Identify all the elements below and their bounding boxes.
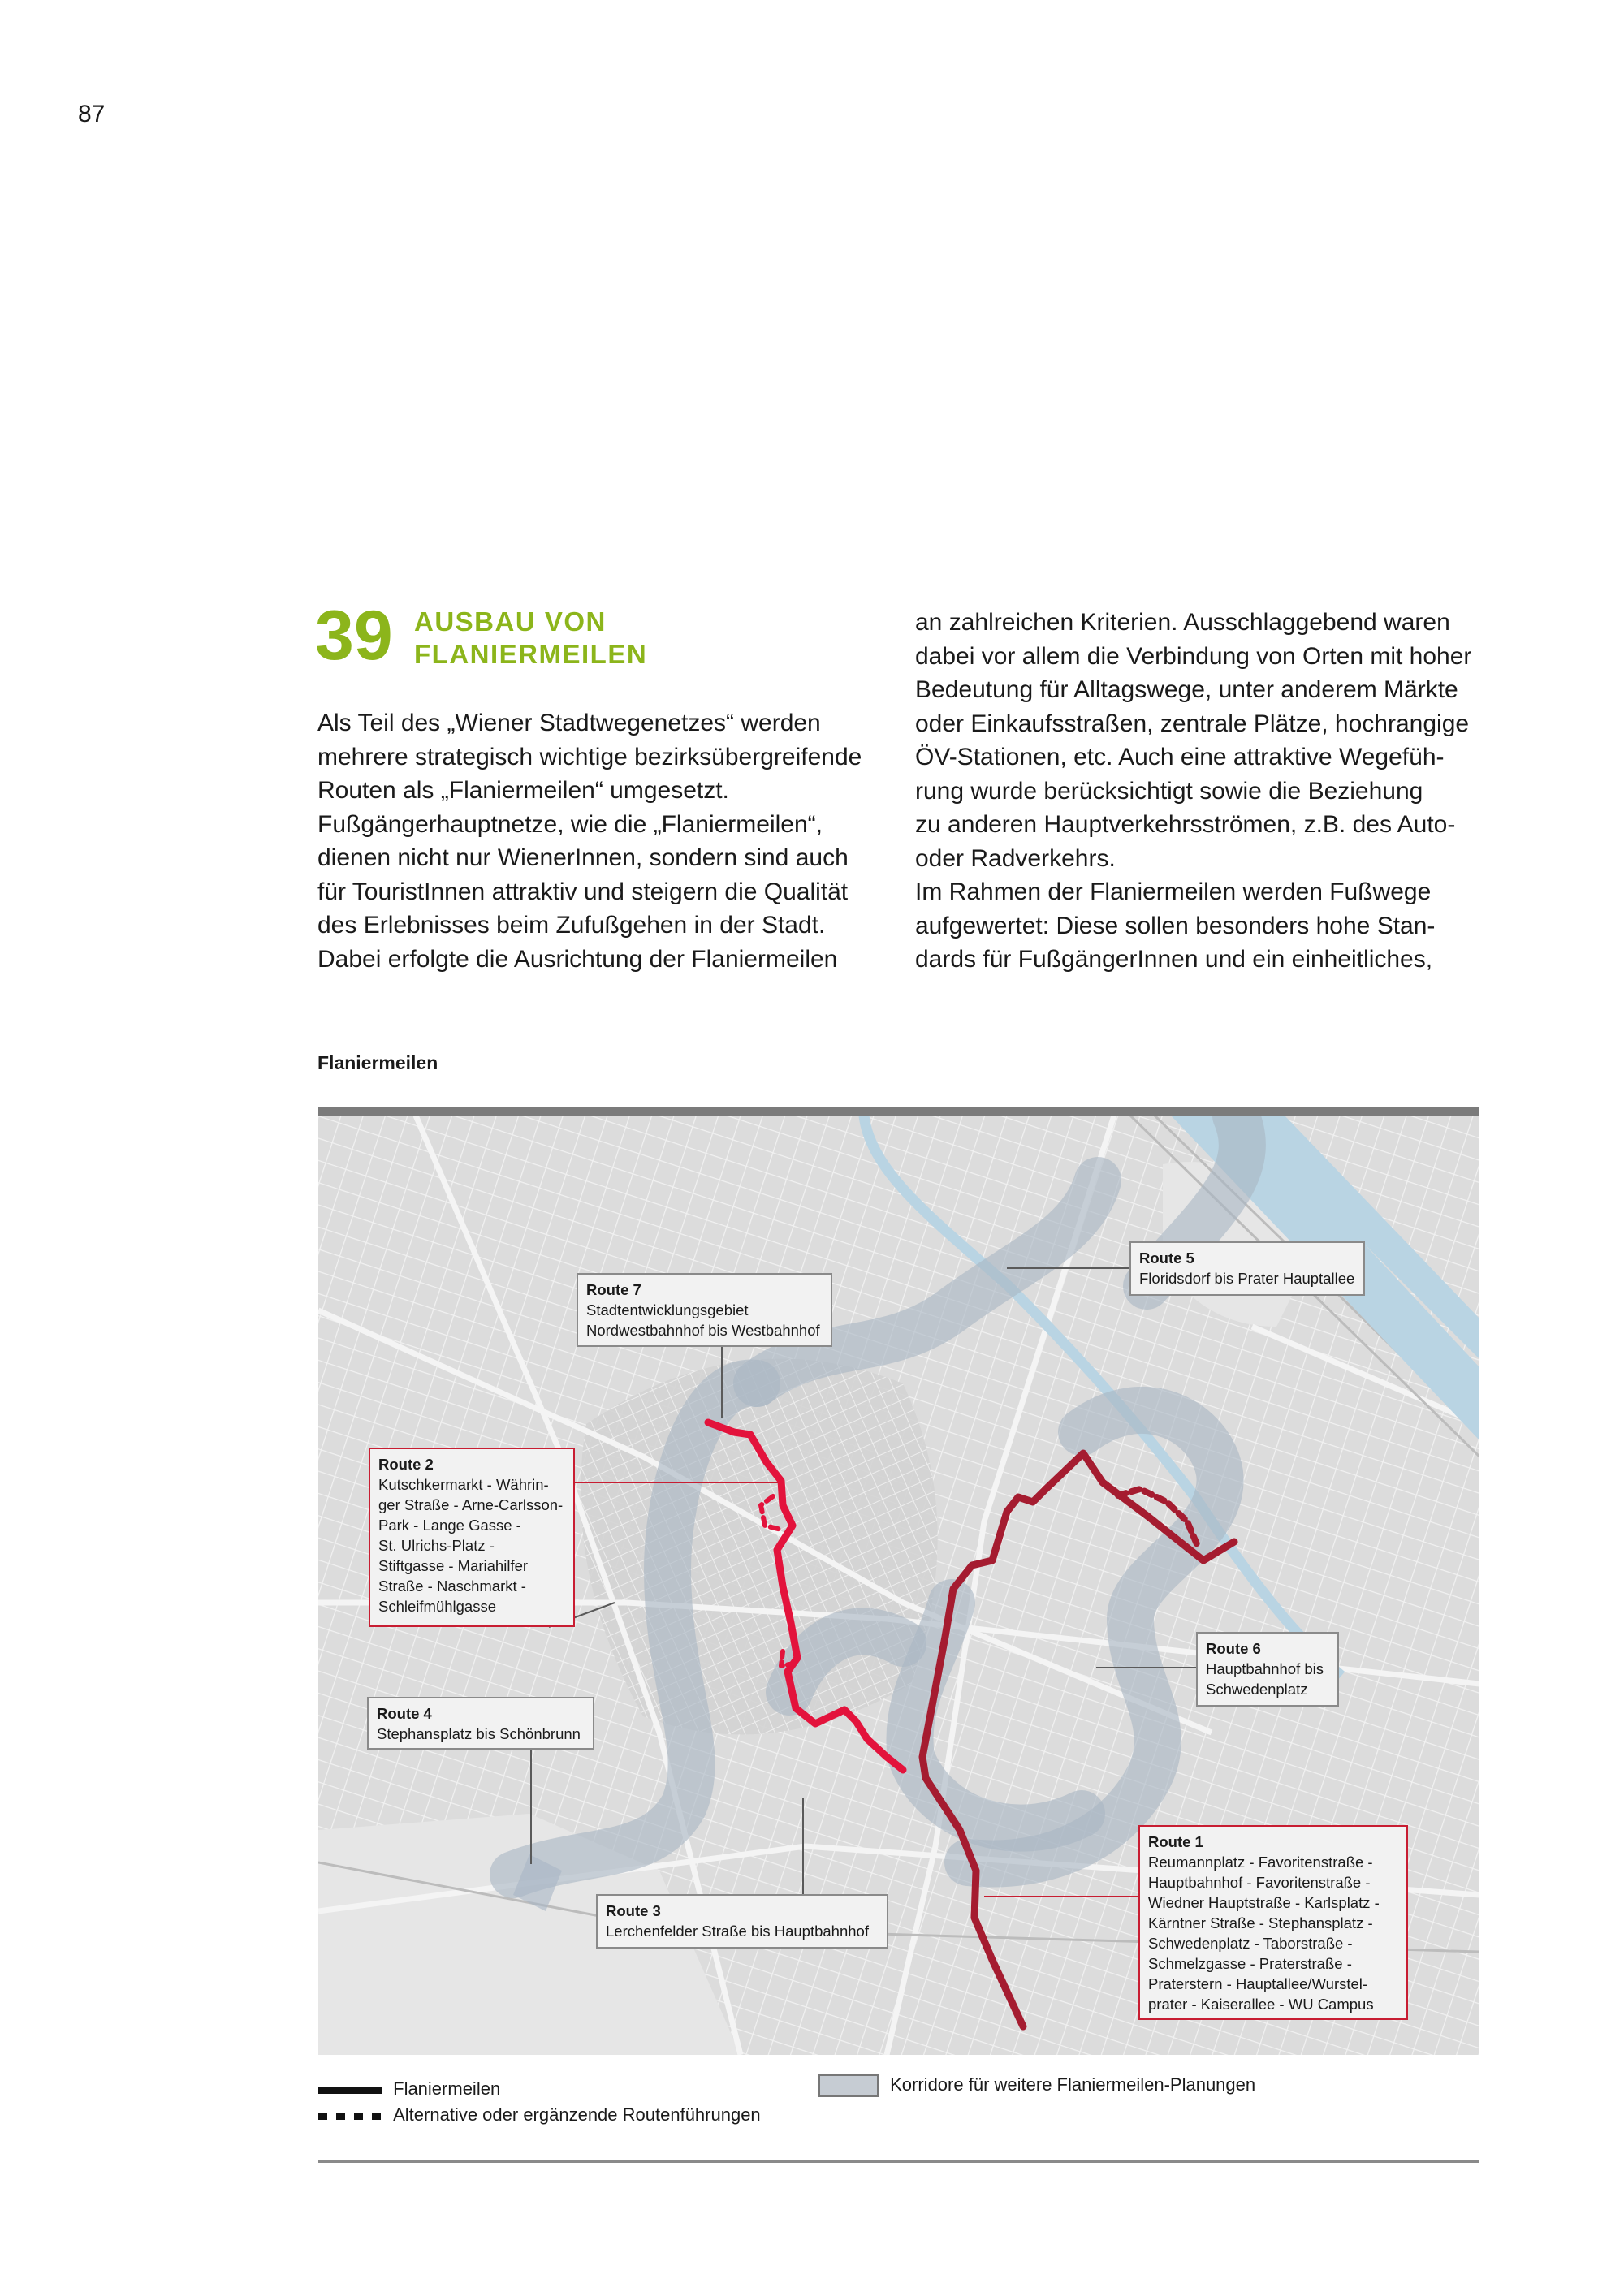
callout-route-4-title: Route 4	[377, 1705, 432, 1722]
dashed-line-symbol	[318, 2113, 382, 2120]
body-line: Bedeutung für Alltagswege, unter anderem Märkte	[915, 676, 1458, 703]
legend-corridor	[818, 2074, 1255, 2097]
callout-route-2-desc: Kutschkermarkt - Währin- ger Straße - Arne-Carlsson- Park - Lange Gasse - St. Ulrichs-Platz - Stiftgasse - Mariahilfer Straße - Naschmarkt - Schleifmühlgasse	[378, 1476, 564, 1615]
body-line: Routen als „Flaniermeilen“ umgesetzt.	[317, 777, 729, 804]
callout-route-6	[1196, 1632, 1339, 1707]
body-line: des Erlebnisses beim Zufußgehen in der Stadt.	[317, 912, 826, 939]
callout-route-2-title: Route 2	[378, 1456, 434, 1473]
callout-route-4	[367, 1697, 594, 1750]
body-line: für TouristInnen attraktiv und steigern die Qualität	[317, 878, 849, 905]
body-line: Als Teil des „Wiener Stadtwegenetzes“ werden	[317, 710, 821, 736]
callout-route-1	[1138, 1825, 1408, 2020]
callout-route-5-desc: Floridsdorf bis Prater Hauptallee	[1139, 1270, 1355, 1287]
callout-route-1-desc: Reumannplatz - Favoritenstraße - Hauptbahnhof - Favoritenstraße - Wiedner Hauptstraße - Karlsplatz - Kärntner Straße - Stephansplatz - Schwedenplatz - Taborstraße - Schmelzgasse - Praterstraße - Praterstern - Hauptallee/Wurstel- prater - Kaiserallee - WU Campus	[1148, 1854, 1380, 2013]
legend-corridor-label: Korridore für weitere Flaniermeilen-Planungen	[890, 2074, 1256, 2095]
legend-solid	[318, 2078, 500, 2100]
body-line: ÖV-Stationen, etc. Auch eine attraktive Wegefüh-	[915, 744, 1445, 770]
section-title	[414, 606, 647, 671]
figure-title: Flaniermeilen	[317, 1052, 438, 1073]
page-number: 87	[78, 101, 106, 127]
callout-route-7-desc: Stadtentwicklungsgebiet Nordwestbahnhof bis Westbahnhof	[586, 1301, 820, 1339]
callout-route-2	[369, 1448, 575, 1627]
callout-route-3	[596, 1894, 888, 1949]
body-column-right	[915, 606, 1471, 977]
callout-route-5-title: Route 5	[1139, 1249, 1194, 1267]
body-line: dabei vor allem die Verbindung von Orten mit hoher	[915, 642, 1472, 670]
section-number: 39	[315, 597, 393, 675]
callout-route-5	[1129, 1241, 1365, 1296]
section-title-line-1: AUSBAU VON	[414, 606, 607, 637]
vienna-map	[318, 1116, 1479, 2055]
body-line: rung wurde berücksichtigt sowie die Beziehung	[915, 777, 1423, 805]
figure-bottom-rule	[318, 2160, 1479, 2163]
legend-dashed	[318, 2104, 761, 2126]
callout-route-7	[577, 1273, 832, 1347]
inner-district-texture	[581, 1359, 938, 1735]
body-line: Dabei erfolgte die Ausrichtung der Flaniermeilen	[317, 945, 838, 973]
legend-dashed-label: Alternative oder ergänzende Routenführungen	[393, 2104, 761, 2125]
corridor-symbol	[818, 2074, 879, 2097]
callout-route-6-title: Route 6	[1206, 1640, 1261, 1657]
body-line: oder Einkaufsstraßen, zentrale Plätze, hochrangige	[915, 710, 1470, 737]
body-line: zu anderen Hauptverkehrsströmen, z.B. des Auto-	[915, 811, 1456, 838]
section-title-line-2: FLANIERMEILEN	[414, 639, 648, 669]
body-line: oder Radverkehrs.	[915, 844, 1116, 872]
body-line: Fußgängerhauptnetze, wie die „Flaniermeilen“,	[317, 810, 823, 838]
callout-route-4-desc: Stephansplatz bis Schönbrunn	[377, 1725, 581, 1742]
body-column-left	[317, 706, 862, 976]
body-line: an zahlreichen Kriterien. Ausschlaggebend waren	[915, 609, 1450, 636]
body-line: mehrere strategisch wichtige bezirksübergreifende	[317, 743, 862, 770]
body-line: dards für FußgängerInnen und ein einheitliches,	[915, 946, 1433, 973]
callout-route-7-title: Route 7	[586, 1281, 641, 1298]
map-top-bar	[318, 1107, 1479, 1116]
solid-line-symbol	[318, 2087, 382, 2094]
body-line: aufgewertet: Diese sollen besonders hohe Stan-	[915, 912, 1436, 939]
body-line: dienen nicht nur WienerInnen, sondern sind auch	[317, 844, 849, 871]
body-line: Im Rahmen der Flaniermeilen werden Fußwege	[915, 878, 1432, 905]
callout-route-3-title: Route 3	[606, 1902, 661, 1919]
legend-solid-label: Flaniermeilen	[393, 2078, 501, 2099]
callout-route-1-title: Route 1	[1148, 1833, 1203, 1850]
callout-route-6-desc: Hauptbahnhof bis Schwedenplatz	[1206, 1660, 1324, 1698]
callout-route-3-desc: Lerchenfelder Straße bis Hauptbahnhof	[606, 1923, 869, 1940]
